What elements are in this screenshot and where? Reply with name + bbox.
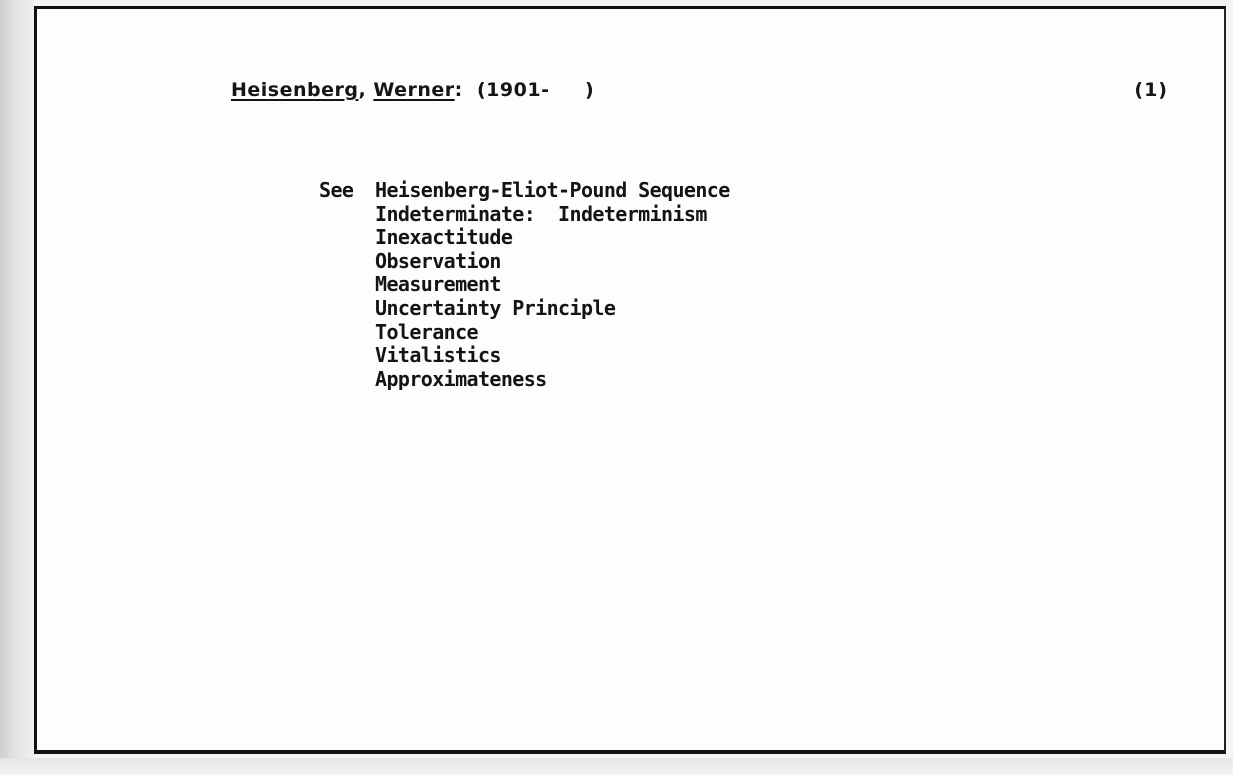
scan-bottom-margin: [0, 758, 1233, 775]
heading-comma: ,: [358, 79, 367, 101]
heading-given-name: Werner: [373, 79, 455, 101]
see-entry-text: Heisenberg-Eliot-Pound Sequence: [375, 178, 730, 202]
see-entry-text: Approximateness: [375, 366, 547, 391]
card-heading: [231, 79, 594, 101]
see-entry-text: Inexactitude: [375, 225, 513, 250]
see-also-entry: [319, 344, 730, 368]
see-entry-text: Uncertainty Principle: [375, 295, 616, 320]
see-also-entry: [319, 250, 730, 274]
see-also-entry: [319, 321, 730, 345]
see-entry-text: Observation: [375, 248, 501, 273]
see-label: See: [319, 178, 354, 202]
see-also-block: [319, 179, 730, 391]
see-also-entry: [319, 273, 730, 297]
see-entry-text: Vitalistics: [375, 343, 501, 368]
see-entry-text: Measurement: [375, 272, 501, 297]
card-page-number: (1): [1134, 79, 1168, 101]
scan-edge-shadow: [0, 0, 34, 775]
see-entry-text: Tolerance: [375, 319, 478, 344]
index-card: [34, 6, 1226, 754]
see-also-entry: [319, 368, 730, 392]
heading-colon: :: [454, 79, 463, 101]
heading-surname: Heisenberg: [231, 79, 359, 101]
see-also-entry: [319, 203, 730, 227]
see-also-entry: [319, 297, 730, 321]
see-also-entry: [319, 226, 730, 250]
see-also-entry: [319, 179, 730, 203]
see-entry-text: Indeterminate: Indeterminism: [375, 201, 707, 226]
see-also-list: [319, 179, 730, 391]
heading-dates: (1901- ): [477, 79, 595, 101]
